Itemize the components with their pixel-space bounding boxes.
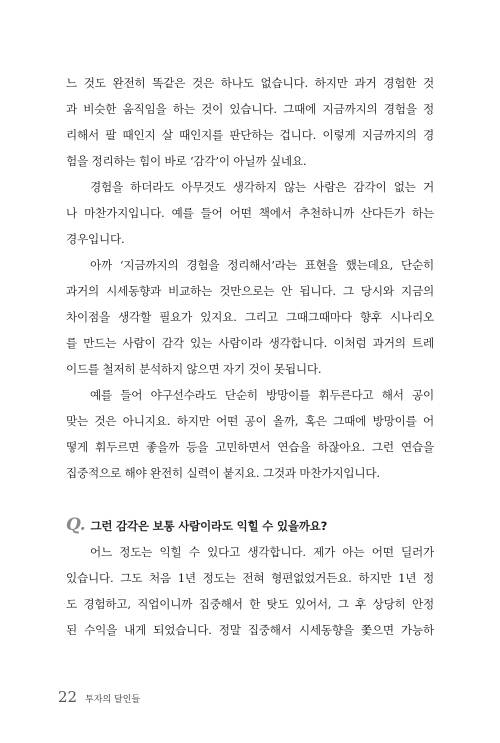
text-line: 를 만드는 사람이 감각 있는 사람이라 생각합니다. 이처럼 과거의 트레	[66, 336, 434, 350]
paragraph-1	[66, 70, 434, 174]
text-line: 도 경험하고, 직업이니까 집중해서 한 탓도 있어서, 그 후 상당히 안정	[66, 597, 434, 611]
text-line: 경험을 하더라도 아무것도 생각하지 않는 사람은 감각이 없는 거	[90, 180, 434, 194]
text-line: 이드를 철저히 분석하지 않으면 자기 것이 못됩니다.	[66, 362, 322, 376]
paragraph-4	[66, 382, 434, 486]
page-footer	[58, 688, 140, 706]
body-text	[66, 70, 434, 643]
section-gap	[66, 486, 434, 512]
paragraph-5	[66, 539, 434, 643]
paragraph-3	[66, 252, 434, 382]
text-line: 있습니다. 그도 처음 1년 정도는 전혀 형편없었거든요. 하지만 1년 정	[66, 571, 434, 585]
text-line: 집중적으로 해야 완전히 실력이 붙지요. 그것과 마찬가지입니다.	[66, 466, 380, 480]
text-line: 험을 정리하는 힘이 바로 ‘감각’이 아닐까 싶네요.	[66, 154, 307, 168]
running-title: 투자의 달인들	[85, 695, 141, 705]
text-line: 어느 정도는 익힐 수 있다고 생각합니다. 제가 아는 어떤 딜러가	[90, 545, 434, 559]
question-text: 그런 감각은 보통 사람이라도 익힐 수 있을까요?	[90, 519, 328, 533]
text-line: 느 것도 완전히 똑같은 것은 하나도 없습니다. 하지만 과거 경험한 것	[66, 76, 434, 90]
text-line: 차이점을 생각할 필요가 있지요. 그리고 그때그때마다 향후 시나리오	[66, 310, 434, 324]
question-heading	[66, 512, 434, 539]
text-line: 나 마찬가지입니다. 예를 들어 어떤 책에서 추천하니까 산다든가 하는	[66, 206, 434, 220]
page-number: 22	[58, 688, 78, 706]
text-line: 과 비슷한 움직임을 하는 것이 있습니다. 그때에 지금까지의 경험을 정	[66, 102, 434, 116]
text-line: 예를 들어 야구선수라도 단순히 방망이를 휘두른다고 해서 공이	[90, 388, 434, 402]
text-line: 맞는 것은 아니지요. 하지만 어떤 공이 올까, 혹은 그때에 방망이를 어	[66, 414, 434, 428]
paragraph-2	[66, 174, 434, 252]
text-line: 된 수익을 내게 되었습니다. 정말 집중해서 시세동향을 쫓으면 가능하	[66, 623, 434, 637]
text-line: 과거의 시세동향과 비교하는 것만으로는 안 됩니다. 그 당시와 지금의	[66, 284, 434, 298]
question-mark: Q.	[66, 515, 86, 535]
text-line: 떻게 휘두르면 좋을까 등을 고민하면서 연습을 하잖아요. 그런 연습을	[66, 440, 434, 454]
text-line: 아까 ‘지금까지의 경험을 정리해서’라는 표현을 했는데요, 단순히	[90, 258, 434, 272]
text-line: 경우입니다.	[66, 232, 125, 246]
text-line: 리해서 팔 때인지 살 때인지를 판단하는 겁니다. 이렇게 지금까지의 경	[66, 128, 434, 142]
